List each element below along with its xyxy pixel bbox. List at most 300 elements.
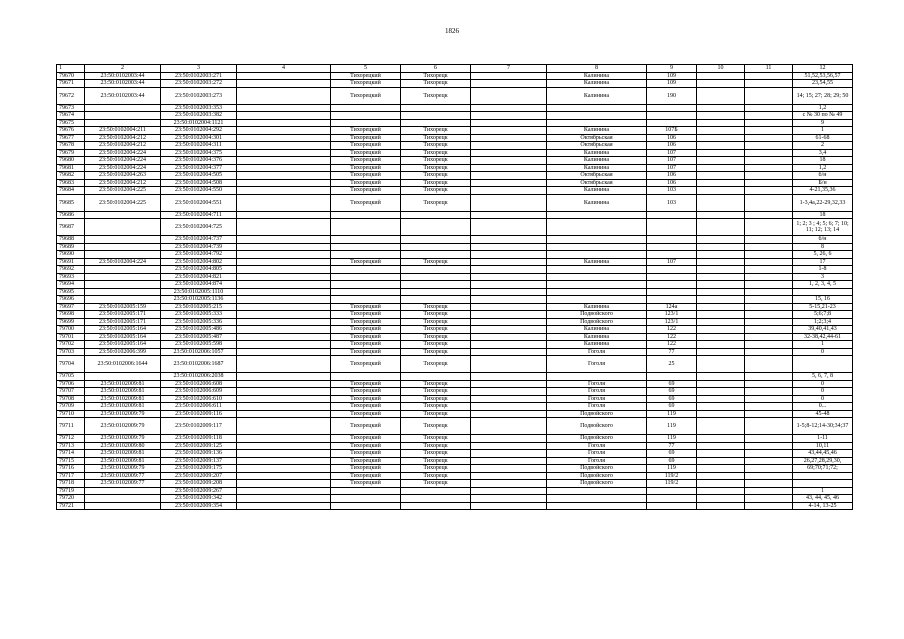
table-cell: 23:50:0102004:311 (161, 142, 237, 150)
table-row (57, 326, 853, 334)
table-cell: Тихорецкий (331, 348, 401, 356)
table-cell: 23:50:0102006:1687 (161, 356, 237, 373)
table-cell (237, 219, 331, 236)
table-cell: 106 (647, 142, 697, 150)
table-cell (237, 288, 331, 296)
table-cell (745, 142, 793, 150)
table-cell: Тихорецк (401, 472, 471, 480)
table-cell: Тихорецкий (331, 187, 401, 195)
table-cell: 23:50:0102004:224 (85, 157, 161, 165)
table-cell (547, 219, 647, 236)
table-cell (647, 273, 697, 281)
table-cell: 23:50:0102004:212 (85, 134, 161, 142)
table-cell: 23:50:0102004:377 (161, 164, 237, 172)
table-row (57, 418, 853, 435)
table-cell: Подвойского (547, 472, 647, 480)
table-cell (697, 236, 745, 244)
table-cell: 23:50:0102006:399 (85, 348, 161, 356)
table-cell: Тихорецк (401, 80, 471, 88)
table-row (57, 243, 853, 251)
table-cell (745, 266, 793, 274)
table-cell (331, 266, 401, 274)
table-cell: 23:50:0102004:821 (161, 273, 237, 281)
table-cell (547, 119, 647, 127)
table-cell: 23:50:0102009:81 (85, 380, 161, 388)
table-row (57, 487, 853, 495)
table-cell: Калинина (547, 80, 647, 88)
table-cell: Тихорецк (401, 179, 471, 187)
table-cell: Калинина (547, 341, 647, 349)
table-cell: 23:50:0102004:212 (85, 179, 161, 187)
table-cell (697, 187, 745, 195)
table-cell (237, 373, 331, 381)
table-cell (745, 134, 793, 142)
table-cell: 69 (647, 380, 697, 388)
table-cell: 23,54,55 (793, 80, 853, 88)
table-row (57, 80, 853, 88)
table-cell: Гоголя (547, 356, 647, 373)
table-cell: Тихорецк (401, 311, 471, 319)
table-cell: 32-38,42,44-61 (793, 333, 853, 341)
table-cell: Тихорецкий (331, 472, 401, 480)
table-cell: 23:50:0102009:137 (161, 457, 237, 465)
table-cell: 23:50:0102009:207 (161, 472, 237, 480)
table-cell (401, 251, 471, 259)
table-cell: 23:50:0102004:508 (161, 179, 237, 187)
table-cell (697, 495, 745, 503)
table-cell: 0 (793, 395, 853, 403)
table-cell (697, 472, 745, 480)
table-cell (471, 487, 547, 495)
table-cell (547, 487, 647, 495)
table-cell: 3,4 (793, 149, 853, 157)
table-cell: Тихорецкий (331, 303, 401, 311)
column-header: 2 (85, 65, 161, 73)
table-cell: 79708 (57, 395, 85, 403)
table-cell (401, 266, 471, 274)
table-cell: 23:50:0102004:737 (161, 236, 237, 244)
table-cell (697, 418, 745, 435)
table-cell: Б/н (793, 179, 853, 187)
table-cell: Тихорецк (401, 172, 471, 180)
table-cell (697, 112, 745, 120)
table-cell (745, 194, 793, 211)
table-cell: Тихорецк (401, 388, 471, 396)
table-cell: 79704 (57, 356, 85, 373)
table-cell (697, 356, 745, 373)
table-row (57, 72, 853, 80)
table-cell: 23:50:0102003:271 (161, 72, 237, 80)
table-cell: 23:50:0102003:273 (161, 87, 237, 104)
table-cell (745, 273, 793, 281)
table-cell: Калинина (547, 164, 647, 172)
table-cell: 79714 (57, 450, 85, 458)
table-cell: 23:50:0102009:81 (85, 457, 161, 465)
table-cell: 79710 (57, 410, 85, 418)
table-cell: 23:50:0102004:224 (85, 149, 161, 157)
table-cell: 1;2;3;4 (793, 318, 853, 326)
table-cell (85, 112, 161, 120)
table-cell (745, 112, 793, 120)
table-cell: 1, 2, 3, 4, 5 (793, 281, 853, 289)
table-cell (697, 457, 745, 465)
table-cell: 26,27,28,29,30, (793, 457, 853, 465)
table-cell: Калинина (547, 187, 647, 195)
table-cell (697, 72, 745, 80)
table-cell (547, 288, 647, 296)
table-cell: Подвойского (547, 435, 647, 443)
table-cell (237, 142, 331, 150)
table-cell (697, 179, 745, 187)
table-row (57, 296, 853, 304)
table-cell: 69 (647, 395, 697, 403)
table-cell: 119 (647, 418, 697, 435)
table-cell (471, 380, 547, 388)
table-cell (237, 243, 331, 251)
table-cell: 23:50:0102004:1121 (161, 119, 237, 127)
table-cell (237, 403, 331, 411)
table-cell (237, 281, 331, 289)
table-cell: Тихорецкий (331, 142, 401, 150)
table-cell (471, 326, 547, 334)
table-cell (697, 303, 745, 311)
table-cell: 0 (793, 348, 853, 356)
column-header: 5 (331, 65, 401, 73)
table-cell (401, 495, 471, 503)
table-row (57, 457, 853, 465)
table-cell: 23:50:0102003:44 (85, 80, 161, 88)
table-cell: Тихорецкий (331, 480, 401, 488)
table-cell: Тихорецкий (331, 465, 401, 473)
table-row (57, 318, 853, 326)
table-cell (401, 487, 471, 495)
table-cell: 79709 (57, 403, 85, 411)
table-cell (745, 172, 793, 180)
table-cell: 79719 (57, 487, 85, 495)
table-cell: 79681 (57, 164, 85, 172)
table-cell (237, 251, 331, 259)
table-cell: 23:50:0102009:136 (161, 450, 237, 458)
table-row (57, 395, 853, 403)
table-cell: Тихорецкий (331, 179, 401, 187)
table-cell: Гоголя (547, 348, 647, 356)
table-cell: 119/2 (647, 472, 697, 480)
table-cell (471, 258, 547, 266)
table-cell: Тихорецк (401, 333, 471, 341)
table-cell: Тихорецк (401, 341, 471, 349)
table-cell: 23:50:0102003:44 (85, 72, 161, 80)
table-row (57, 442, 853, 450)
table-row (57, 172, 853, 180)
table-cell (401, 288, 471, 296)
table-cell: 23:50:0102004:263 (85, 172, 161, 180)
table-cell: 79689 (57, 243, 85, 251)
table-cell (237, 80, 331, 88)
table-cell (237, 134, 331, 142)
table-cell: 79694 (57, 281, 85, 289)
table-cell: Тихорецк (401, 142, 471, 150)
table-cell: Калинина (547, 194, 647, 211)
table-cell (401, 502, 471, 510)
table-cell: 79691 (57, 258, 85, 266)
table-cell: Калинина (547, 127, 647, 135)
table-cell (237, 348, 331, 356)
table-cell (697, 388, 745, 396)
table-cell: 123/1 (647, 318, 697, 326)
table-cell (401, 296, 471, 304)
table-cell (745, 187, 793, 195)
table-cell: 23:50:0102004:225 (85, 194, 161, 211)
table-cell: 23:50:0102005:164 (85, 333, 161, 341)
table-cell: Тихорецк (401, 87, 471, 104)
table-cell: Подвойского (547, 465, 647, 473)
table-cell: 18 (793, 157, 853, 165)
table-cell: Тихорецкий (331, 395, 401, 403)
table-cell: Тихорецк (401, 127, 471, 135)
table-cell (471, 194, 547, 211)
table-cell: 23:50:0102004:224 (85, 164, 161, 172)
table-cell (237, 311, 331, 319)
table-cell (401, 104, 471, 112)
table-row (57, 348, 853, 356)
table-cell (647, 219, 697, 236)
table-cell: 79690 (57, 251, 85, 259)
table-row (57, 251, 853, 259)
table-cell (237, 418, 331, 435)
table-cell (85, 211, 161, 219)
table-cell: Гоголя (547, 403, 647, 411)
table-cell: 69 (647, 403, 697, 411)
table-cell: 4-21,35,36 (793, 187, 853, 195)
table-cell (471, 172, 547, 180)
table-cell (745, 243, 793, 251)
table-cell (237, 266, 331, 274)
table-cell: 23:50:0102004:739 (161, 243, 237, 251)
table-cell (471, 403, 547, 411)
table-cell: 23:50:0102005:333 (161, 311, 237, 319)
table-cell: 79670 (57, 72, 85, 80)
table-row (57, 187, 853, 195)
table-cell (237, 164, 331, 172)
table-cell (793, 288, 853, 296)
table-row (57, 465, 853, 473)
table-cell (697, 119, 745, 127)
table-cell: 109 (647, 80, 697, 88)
table-cell: 119/2 (647, 480, 697, 488)
table-cell (471, 119, 547, 127)
table-cell (237, 236, 331, 244)
table-cell (401, 243, 471, 251)
table-cell (237, 72, 331, 80)
table-cell: 17 (793, 258, 853, 266)
table-cell (697, 194, 745, 211)
table-cell: 23:50:0102005:1136 (161, 296, 237, 304)
column-header: 11 (745, 65, 793, 73)
table-cell: 1 (793, 127, 853, 135)
table-cell: 1,2 (793, 104, 853, 112)
table-cell: 2 (793, 142, 853, 150)
table-cell (471, 495, 547, 503)
table-cell: Тихорецк (401, 380, 471, 388)
table-cell: Калинина (547, 258, 647, 266)
table-row (57, 303, 853, 311)
table-cell (331, 495, 401, 503)
table-cell: 79684 (57, 187, 85, 195)
table-cell: Тихорецкий (331, 149, 401, 157)
table-cell (745, 251, 793, 259)
column-header: 6 (401, 65, 471, 73)
table-cell: Тихорецкий (331, 157, 401, 165)
table-cell: 79693 (57, 273, 85, 281)
table-cell (237, 172, 331, 180)
table-cell: 79715 (57, 457, 85, 465)
table-cell (331, 219, 401, 236)
table-cell (85, 236, 161, 244)
header-row (57, 65, 853, 73)
table-cell: 124а (647, 303, 697, 311)
table-cell: 23:50:0102009:116 (161, 410, 237, 418)
column-header: 9 (647, 65, 697, 73)
table-cell: 122 (647, 333, 697, 341)
table-row (57, 112, 853, 120)
table-cell: 122 (647, 341, 697, 349)
table-cell (745, 119, 793, 127)
table-cell (745, 164, 793, 172)
table-cell: с № 30 по № 49 (793, 112, 853, 120)
table-cell: 79718 (57, 480, 85, 488)
table-cell (237, 442, 331, 450)
table-cell: 23:50:0102004:375 (161, 149, 237, 157)
table-cell (237, 112, 331, 120)
table-cell: Тихорецк (401, 480, 471, 488)
table-cell: 123/1 (647, 311, 697, 319)
table-cell (401, 112, 471, 120)
table-cell (697, 403, 745, 411)
table-row (57, 333, 853, 341)
table-cell: Тихорецк (401, 187, 471, 195)
table-cell: Тихорецк (401, 442, 471, 450)
table-cell: 0 (793, 380, 853, 388)
table-cell: 23:50:0102004:292 (161, 127, 237, 135)
table-cell (471, 450, 547, 458)
table-cell: 1 (793, 341, 853, 349)
table-cell (745, 87, 793, 104)
table-cell (547, 502, 647, 510)
table-row (57, 236, 853, 244)
table-cell (237, 318, 331, 326)
table-cell: 23:50:0102004:551 (161, 194, 237, 211)
table-cell: 79707 (57, 388, 85, 396)
table-cell (697, 104, 745, 112)
table-cell (547, 211, 647, 219)
table-cell (237, 296, 331, 304)
table-cell (237, 435, 331, 443)
table-cell (745, 303, 793, 311)
table-cell: 79702 (57, 341, 85, 349)
table-cell (237, 87, 331, 104)
table-row (57, 502, 853, 510)
table-cell (331, 119, 401, 127)
table-cell: 79699 (57, 318, 85, 326)
table-cell: Тихорецкий (331, 172, 401, 180)
table-cell (547, 112, 647, 120)
table-cell (471, 435, 547, 443)
table-cell: 79697 (57, 303, 85, 311)
table-cell (471, 211, 547, 219)
table-cell: 23:50:0102009:79 (85, 418, 161, 435)
table-cell: 43,44,45,46 (793, 450, 853, 458)
table-cell: 23:50:0102003:44 (85, 87, 161, 104)
table-cell: 23:50:0102009:118 (161, 435, 237, 443)
table-cell (547, 104, 647, 112)
table-row (57, 194, 853, 211)
table-cell: 23:50:0102004:211 (85, 127, 161, 135)
table-cell: Калинина (547, 303, 647, 311)
table-cell (401, 373, 471, 381)
table-cell: Подвойского (547, 480, 647, 488)
table-cell (85, 495, 161, 503)
table-cell (471, 348, 547, 356)
table-cell (471, 72, 547, 80)
table-cell (471, 87, 547, 104)
table-cell (745, 288, 793, 296)
table-cell (237, 388, 331, 396)
table-cell: 23:50:0102006:1644 (85, 356, 161, 373)
table-cell (471, 472, 547, 480)
table-cell: 1-5;8-12;14-30;34;37 (793, 418, 853, 435)
table-cell (745, 72, 793, 80)
table-cell (471, 288, 547, 296)
table-cell: Тихорецк (401, 194, 471, 211)
table-cell (85, 104, 161, 112)
table-row (57, 281, 853, 289)
table-cell: 23:50:0102004:792 (161, 251, 237, 259)
table-cell (647, 373, 697, 381)
table-cell: Гоголя (547, 380, 647, 388)
table-cell: 23:50:0102006:610 (161, 395, 237, 403)
table-cell (331, 273, 401, 281)
table-cell (697, 273, 745, 281)
table-cell: 79692 (57, 266, 85, 274)
table-cell: 23:50:0102005:486 (161, 326, 237, 334)
table-cell: Калинина (547, 87, 647, 104)
table-cell (471, 243, 547, 251)
table-cell (471, 318, 547, 326)
table-cell: 23:50:0102009:267 (161, 487, 237, 495)
table-cell (471, 281, 547, 289)
table-cell (471, 266, 547, 274)
table-row (57, 179, 853, 187)
table-cell: 119 (647, 465, 697, 473)
table-cell: 77 (647, 442, 697, 450)
table-cell (547, 273, 647, 281)
table-cell (237, 127, 331, 135)
column-header: 7 (471, 65, 547, 73)
table-cell (647, 502, 697, 510)
table-row (57, 104, 853, 112)
table-cell: Октябрьская (547, 142, 647, 150)
table-cell (237, 258, 331, 266)
table-cell: Гоголя (547, 457, 647, 465)
table-cell: 25 (647, 356, 697, 373)
table-cell: 23:50:0102006:609 (161, 388, 237, 396)
table-cell (745, 480, 793, 488)
table-cell: 79687 (57, 219, 85, 236)
table-cell (745, 157, 793, 165)
table-cell (745, 149, 793, 157)
table-row (57, 258, 853, 266)
table-row (57, 373, 853, 381)
